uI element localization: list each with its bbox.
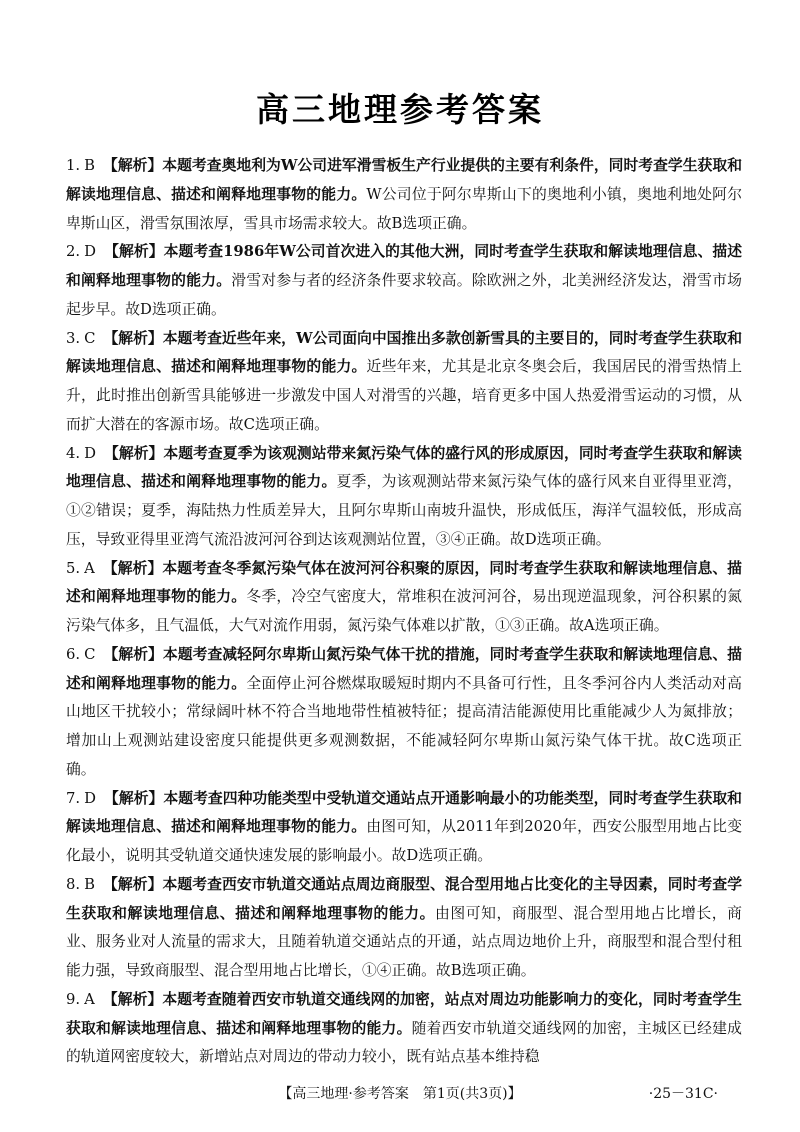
answer-choice: D (84, 789, 96, 807)
answer-number: 7. (66, 789, 81, 807)
analysis-intro: 本题考查冬季氮污染气体在波河河谷积聚的原因，同时考查学生获取和解读地理信息、描述和阐释地理事物的能力。 (66, 559, 742, 606)
answer-item (66, 555, 742, 641)
answer-number: 8. (66, 875, 81, 893)
analysis-tag: 【解析】 (104, 789, 164, 807)
answer-choice: D (84, 444, 96, 462)
analysis-explanation: W公司位于阿尔卑斯山下的奥地利小镇，奥地利地处阿尔卑斯山区，滑雪氛围浓厚，雪具市场需求较大。故B选项正确。 (66, 185, 742, 232)
analysis-tag: 【解析】 (103, 645, 163, 663)
analysis-tag: 【解析】 (102, 559, 163, 577)
answer-number: 4. (66, 444, 81, 462)
analysis-tag: 【解析】 (103, 329, 163, 347)
answer-choice: C (84, 645, 96, 663)
analysis-intro: 本题考查四种功能类型中受轨道交通站点开通影响最小的功能类型，同时考查学生获取和解读地理信息、描述和阐释地理事物的能力。 (66, 789, 742, 836)
answer-item (66, 440, 742, 555)
footer-code: ·25－31C· (648, 1086, 718, 1102)
answer-number: 1. (66, 157, 81, 174)
answer-number: 3. (66, 329, 81, 347)
analysis-tag: 【解析】 (104, 243, 164, 261)
analysis-tag: 【解析】 (103, 875, 163, 893)
answer-item (66, 152, 742, 238)
analysis-explanation: 近些年来，尤其是北京冬奥会后，我国居民的滑雪热情上升，此时推出创新雪具能够进一步激发中国人对滑雪的兴趣，培育更多中国人热爱滑雪运动的习惯，从而扩大潜在的客源市场。故C选项正确。 (66, 358, 742, 433)
analysis-explanation: 全面停止河谷燃煤取暖短时期内不具备可行性，且冬季河谷内人类活动对高山地区干扰较小；常绿阔叶林不符合当地地带性植被特征；提高清洁能源使用比重能减少人为氮排放；增加山上观测站建设密度只能提供更多观测数据，不能减轻阿尔卑斯山氮污染气体干扰。故C选项正确。 (66, 674, 742, 778)
analysis-intro: 本题考查西安市轨道交通站点周边商服型、混合型用地占比变化的主导因素，同时考查学生获取和解读地理信息、描述和阐释地理事物的能力。 (66, 875, 742, 922)
answer-list (66, 152, 742, 1072)
analysis-intro: 本题考查随着西安市轨道交通线网的加密，站点对周边功能影响力的变化，同时考查学生获取和解读地理信息、描述和阐释地理事物的能力。 (66, 990, 742, 1037)
footer-page-info: 【高三地理·参考答案 第1页(共3页)】 (278, 1086, 522, 1102)
analysis-explanation: 滑雪对参与者的经济条件要求较高。除欧洲之外，北美洲经济发达，滑雪市场起步早。故D选项正确。 (66, 272, 742, 318)
answer-item (66, 871, 742, 986)
answer-choice: B (84, 157, 95, 174)
answer-choice: B (84, 875, 95, 893)
answer-choice: D (84, 243, 96, 261)
analysis-tag: 【解析】 (104, 444, 164, 462)
answer-number: 6. (66, 645, 81, 663)
page-title: 高三地理参考答案 (256, 90, 544, 129)
answer-number: 9. (66, 990, 81, 1008)
answer-number: 5. (66, 559, 81, 577)
answer-item (66, 238, 742, 324)
analysis-explanation: 夏季，为该观测站带来氮污染气体的盛行风来自亚得里亚湾，①②错误；夏季，海陆热力性质差异大，且阿尔卑斯山南坡升温快，形成低压，海洋气温较低，形成高压，导致亚得里亚湾气流沿波河河谷到达该观测站位置，③④正确。故D选项正确。 (66, 473, 742, 548)
analysis-intro: 本题考查近些年来，W公司面向中国推出多款创新雪具的主要目的，同时考查学生获取和解读地理信息、描述和阐释地理事物的能力。 (66, 329, 742, 376)
analysis-intro: 本题考查减轻阿尔卑斯山氮污染气体干扰的措施，同时考查学生获取和解读地理信息、描述和阐释地理事物的能力。 (66, 645, 742, 692)
answer-choice: A (84, 990, 95, 1008)
analysis-explanation: 随着西安市轨道交通线网的加密，主城区已经建成的轨道网密度较大，新增站点对周边的带动力较小，既有站点基本维持稳 (66, 1019, 742, 1066)
answer-number: 2. (66, 243, 81, 261)
analysis-explanation: 冬季，冷空气密度大，常堆积在波河河谷，易出现逆温现象，河谷积累的氮污染气体多，且气温低，大气对流作用弱，氮污染气体难以扩散，①③正确。故A选项正确。 (66, 588, 742, 634)
answer-choice: C (84, 329, 96, 347)
answer-item (66, 641, 742, 785)
analysis-explanation: 由图可知，商服型、混合型用地占比增长，商业、服务业对人流量的需求大，且随着轨道交通站点的开通，站点周边地价上升，商服型和混合型付租能力强，导致商服型、混合型用地占比增长，①④正确。故B选项正确。 (66, 904, 742, 979)
analysis-intro: 本题考查夏季为该观测站带来氮污染气体的盛行风的形成原因，同时考查学生获取和解读地理信息、描述和阐释地理事物的能力。 (66, 444, 742, 491)
analysis-intro: 本题考查奥地利为W公司进军滑雪板生产行业提供的主要有利条件，同时考查学生获取和解读地理信息、描述和阐释地理事物的能力。 (66, 157, 742, 203)
answer-item (66, 785, 742, 871)
answer-item (66, 325, 742, 440)
analysis-tag: 【解析】 (103, 157, 163, 174)
analysis-explanation: 由图可知，从2011年到2020年，西安公服型用地占比变化最小，说明其受轨道交通快速发展的影响最小。故D选项正确。 (66, 818, 742, 864)
analysis-tag: 【解析】 (102, 990, 163, 1008)
answer-item (66, 986, 742, 1072)
analysis-intro: 本题考查1986年W公司首次进入的其他大洲，同时考查学生获取和解读地理信息、描述和阐释地理事物的能力。 (66, 243, 742, 289)
answer-choice: A (84, 559, 95, 577)
